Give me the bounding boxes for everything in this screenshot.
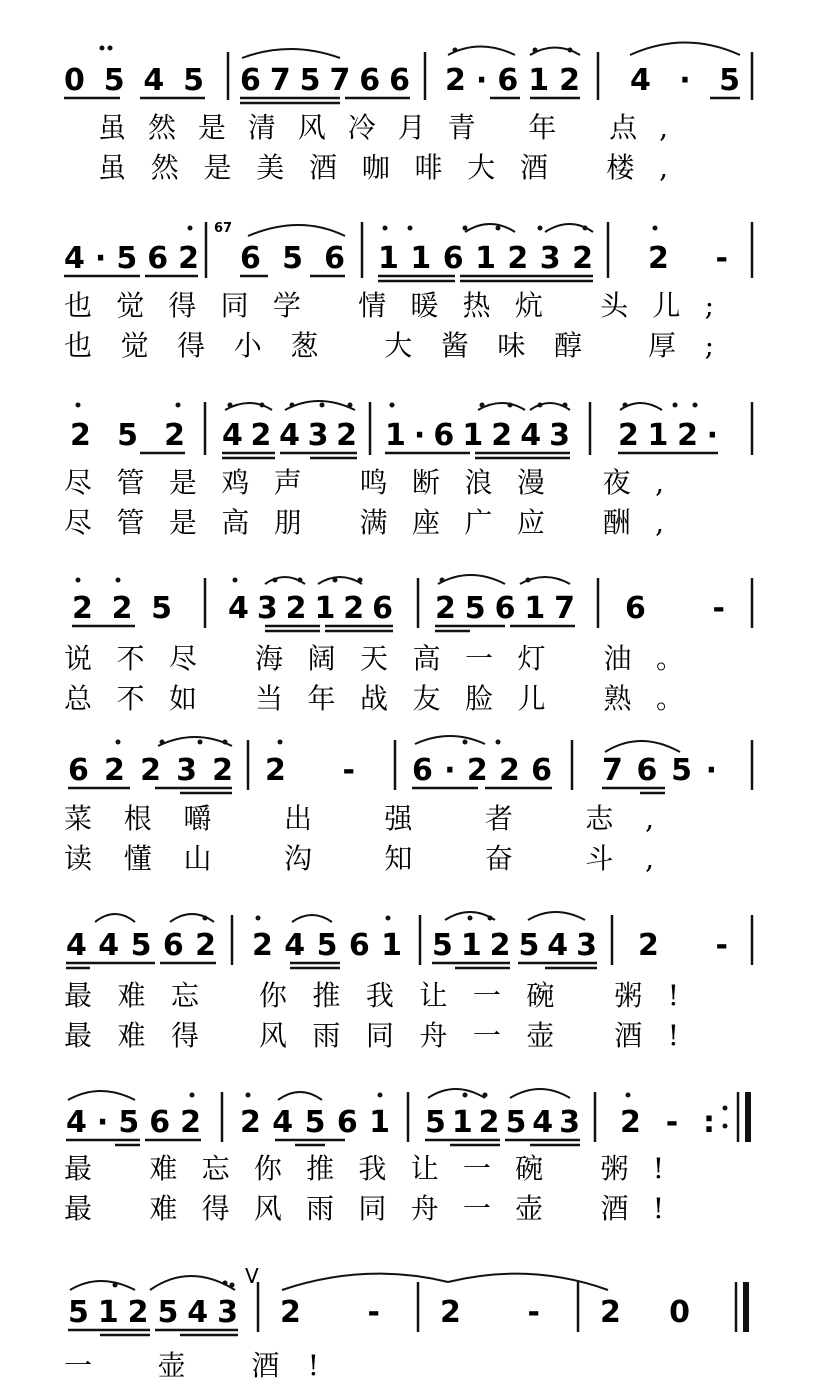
score-system-6 [64, 912, 752, 1052]
score-system-1 [64, 43, 752, 185]
score-system-3 [64, 401, 752, 539]
score-system-7 [64, 1089, 748, 1225]
score-system-2 [64, 221, 752, 362]
system-3-lyrics-verse-2: 尽管是高朋 满座广应 酬, [64, 506, 664, 539]
system-8-measure-3: 2 - [440, 1295, 540, 1330]
system-2-measure-2: 6 5 6 [240, 241, 345, 276]
octave-dots [76, 403, 698, 408]
system-3-measure-2: 4 2 4 3 2 [222, 418, 357, 453]
breath-mark: V [245, 1264, 259, 1288]
slur-marks [68, 1089, 570, 1100]
score-system-5 [64, 736, 752, 875]
system-4-lyrics-verse-2: 总不如 当年战友脸儿 熟。 [64, 682, 684, 715]
system-7-measure-1: 4 · 5 6 2 [66, 1105, 201, 1140]
system-3-measure-3: 1 · 6 1 2 4 3 [385, 418, 570, 453]
octave-dots [188, 226, 658, 231]
beam-lines [64, 276, 593, 281]
beam-lines [72, 626, 575, 631]
system-4-measure-3: 2 5 6 1 7 [435, 591, 575, 626]
slur-marks [242, 43, 740, 59]
system-7-lyrics-verse-1: 最 难忘你推我让一碗 粥! [64, 1152, 664, 1185]
system-8-measure-1: 5 1 2 5 4 3 [68, 1295, 238, 1330]
system-2-measure-4: 2 - [648, 241, 728, 276]
system-7-measure-2: 2 4 5 6 1 [240, 1105, 390, 1140]
slur-marks [70, 1274, 608, 1290]
slur-marks [158, 736, 680, 752]
system-5-lyrics-verse-2: 读懂山 沟 知 奋 斗, [64, 842, 654, 875]
system-2-measure-1: 4 · 5 6 2 [64, 241, 199, 276]
beam-lines [66, 963, 597, 968]
system-1-measure-2: 6 7 5 7 6 6 [240, 63, 410, 98]
system-2-lyrics-verse-1: 也觉得同学 情暖热炕 头儿; [64, 289, 714, 322]
system-6-measure-3: 5 1 2 5 4 3 [432, 928, 597, 963]
system-1-measure-3: 2 · 6 1 2 [445, 63, 580, 98]
system-5-measure-1: 6 2 2 3 2 [68, 753, 233, 788]
system-6-measure-1: 4 4 5 6 2 [66, 928, 216, 963]
system-5-measure-2: 2 - [265, 753, 355, 788]
beam-lines [140, 453, 718, 458]
beam-lines [64, 98, 740, 103]
slur-marks [95, 912, 585, 922]
system-5-measure-3: 6 · 2 2 6 [412, 753, 552, 788]
system-4-measure-1: 2 2 5 [72, 591, 172, 626]
system-2-lyrics-verse-2: 也觉得小葱 大酱味醇 厚; [64, 329, 714, 362]
system-8-measure-4: 2 0 [600, 1295, 690, 1330]
system-1-measure-4: 4 · 5 [630, 63, 740, 98]
system-4-measure-4: 6 - [625, 591, 725, 626]
beam-lines [68, 1330, 238, 1335]
system-6-lyrics-verse-2: 最难得 风雨同舟一壶 酒! [64, 1019, 679, 1052]
system-6-measure-4: 2 - [638, 928, 728, 963]
system-8-lyrics: 一 壶 酒! [64, 1349, 319, 1382]
system-6-lyrics-verse-1: 最难忘 你推我让一碗 粥! [64, 979, 679, 1012]
system-3-measure-4: 2 1 2 · [618, 418, 718, 453]
system-3-measure-1: 2 5 2 [70, 418, 185, 453]
system-5-measure-4: 7 6 5 · [602, 753, 717, 788]
system-2-measure-3: 1 1 6 1 2 3 2 [378, 241, 593, 276]
score-system-8 [64, 1264, 746, 1382]
beam-lines [66, 1140, 580, 1145]
system-3-lyrics-verse-1: 尽管是鸡声 鸣断浪漫 夜, [64, 466, 664, 499]
system-4-measure-2: 4 3 2 1 2 6 [228, 591, 393, 626]
system-1-lyrics-verse-1: 虽然是清风冷月青 年 点, [98, 111, 668, 144]
system-6-measure-2: 2 4 5 6 1 [252, 928, 402, 963]
system-4-lyrics-verse-1: 说不尽 海阔天高一灯 油。 [64, 642, 684, 675]
system-8-measure-2: 2 - [280, 1295, 380, 1330]
system-7-lyrics-verse-2: 最 难得风雨同舟一壶 酒! [64, 1192, 664, 1225]
beam-lines [68, 788, 665, 793]
system-7-measure-3: 5 1 2 5 4 3 [425, 1105, 580, 1140]
grace-notes: 67 [214, 221, 233, 236]
system-7-measure-4: 2 - : [620, 1105, 715, 1140]
system-1-lyrics-verse-2: 虽然是美酒咖啡大酒 楼, [98, 151, 668, 184]
system-1-measure-1: 0 5 4 5 [64, 63, 204, 98]
system-5-lyrics-verse-1: 菜根嚼 出 强 者 志, [64, 802, 654, 835]
score-system-4 [64, 575, 752, 715]
